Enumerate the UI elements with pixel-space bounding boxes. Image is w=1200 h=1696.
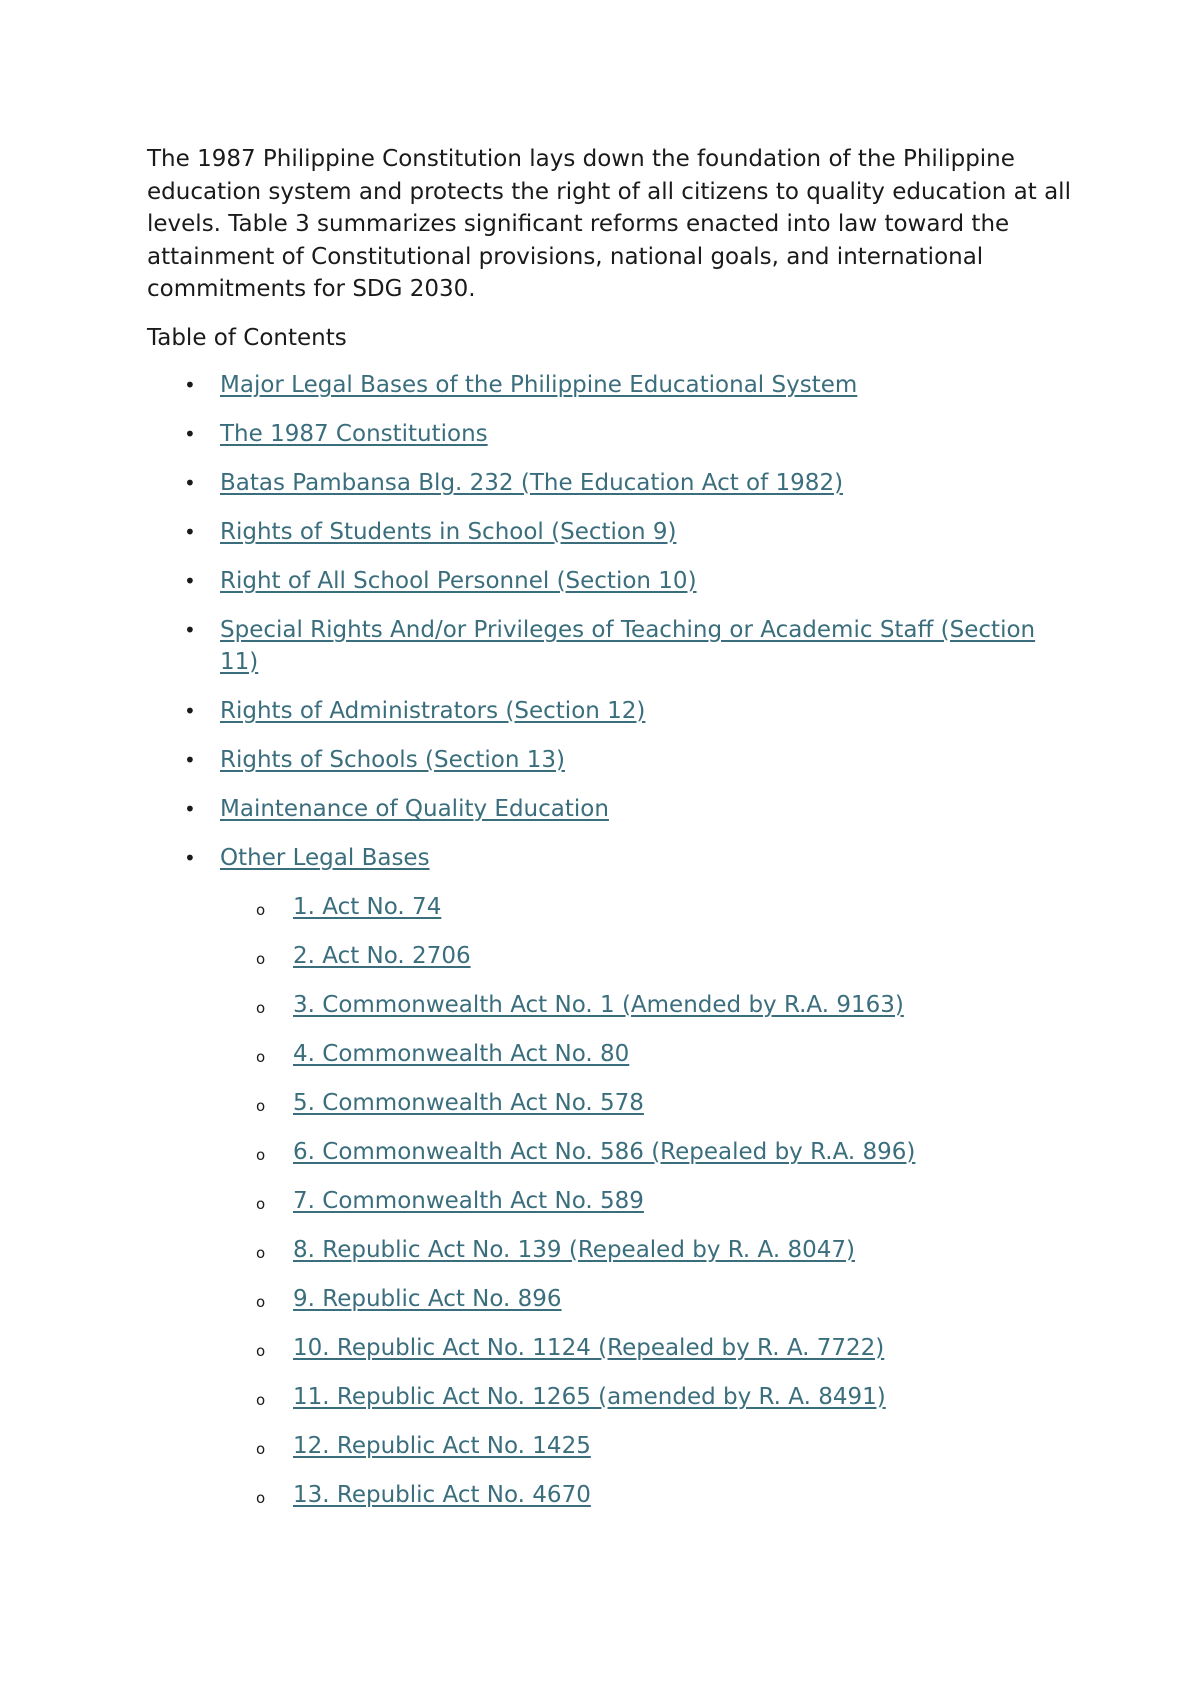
circle-bullet-icon: o bbox=[256, 1292, 266, 1311]
circle-bullet-icon: o bbox=[256, 1145, 266, 1164]
toc-sublink[interactable]: 5. Commonwealth Act No. 578 bbox=[293, 1089, 644, 1116]
toc-link-batas-pambansa[interactable]: Batas Pambansa Blg. 232 (The Education Act of 1982) bbox=[220, 469, 844, 496]
list-item bbox=[147, 744, 1077, 776]
toc-sublink[interactable]: 1. Act No. 74 bbox=[293, 893, 442, 920]
list-item bbox=[220, 1430, 1077, 1462]
toc-sublink[interactable]: 13. Republic Act No. 4670 bbox=[293, 1481, 591, 1508]
list-item bbox=[220, 1479, 1077, 1511]
list-item bbox=[220, 1087, 1077, 1119]
circle-bullet-icon: o bbox=[256, 900, 266, 919]
toc-sublink[interactable]: 11. Republic Act No. 1265 (amended by R. A. 8491) bbox=[293, 1383, 886, 1410]
circle-bullet-icon: o bbox=[256, 1243, 266, 1262]
toc-sublink[interactable]: 7. Commonwealth Act No. 589 bbox=[293, 1187, 644, 1214]
list-item bbox=[220, 1234, 1077, 1266]
list-item bbox=[220, 1185, 1077, 1217]
toc-link-rights-of-students[interactable]: Rights of Students in School (Section 9) bbox=[220, 518, 677, 545]
list-item bbox=[147, 793, 1077, 825]
toc-sublink[interactable]: 4. Commonwealth Act No. 80 bbox=[293, 1040, 630, 1067]
list-item bbox=[220, 891, 1077, 923]
toc-link-special-rights-teaching-staff[interactable]: Special Rights And/or Privileges of Teaching or Academic Staff (Section 11) bbox=[220, 616, 1036, 675]
toc-link-major-legal-bases[interactable]: Major Legal Bases of the Philippine Educational System bbox=[220, 371, 858, 398]
toc-link-rights-of-schools[interactable]: Rights of Schools (Section 13) bbox=[220, 746, 565, 773]
toc-sublist bbox=[220, 891, 1077, 1511]
intro-paragraph: The 1987 Philippine Constitution lays down the foundation of the Philippine education system and protects the right of all citizens to quality education at all levels. Table 3 summarizes significant reforms enacted into law toward the attainment of Constitutional provisions, national goals, and international commitments for SDG 2030. bbox=[147, 146, 1071, 302]
circle-bullet-icon: o bbox=[256, 1390, 266, 1409]
toc-sublink[interactable]: 9. Republic Act No. 896 bbox=[293, 1285, 562, 1312]
bullet-icon: • bbox=[184, 796, 196, 821]
toc-link-right-of-school-personnel[interactable]: Right of All School Personnel (Section 10) bbox=[220, 567, 697, 594]
list-item bbox=[220, 989, 1077, 1021]
list-item bbox=[220, 940, 1077, 972]
list-item bbox=[147, 369, 1077, 401]
circle-bullet-icon: o bbox=[256, 1341, 266, 1360]
toc-sublink[interactable]: 6. Commonwealth Act No. 586 (Repealed by R.A. 896) bbox=[293, 1138, 916, 1165]
toc-sublink[interactable]: 3. Commonwealth Act No. 1 (Amended by R.A. 9163) bbox=[293, 991, 904, 1018]
toc-link-quality-education[interactable]: Maintenance of Quality Education bbox=[220, 795, 609, 822]
list-item bbox=[147, 418, 1077, 450]
bullet-icon: • bbox=[184, 698, 196, 723]
list-item bbox=[147, 614, 1077, 678]
toc-title: Table of Contents bbox=[147, 324, 347, 351]
bullet-icon: • bbox=[184, 421, 196, 446]
toc-link-1987-constitutions[interactable]: The 1987 Constitutions bbox=[220, 420, 488, 447]
bullet-icon: • bbox=[184, 470, 196, 495]
bullet-icon: • bbox=[184, 568, 196, 593]
toc-link-other-legal-bases[interactable]: Other Legal Bases bbox=[220, 844, 430, 871]
bullet-icon: • bbox=[184, 372, 196, 397]
circle-bullet-icon: o bbox=[256, 1096, 266, 1115]
circle-bullet-icon: o bbox=[256, 1047, 266, 1066]
list-item bbox=[220, 1381, 1077, 1413]
toc-link-rights-of-administrators[interactable]: Rights of Administrators (Section 12) bbox=[220, 697, 646, 724]
circle-bullet-icon: o bbox=[256, 1194, 266, 1213]
circle-bullet-icon: o bbox=[256, 1488, 266, 1507]
toc-sublink[interactable]: 8. Republic Act No. 139 (Repealed by R. A. 8047) bbox=[293, 1236, 856, 1263]
bullet-icon: • bbox=[184, 617, 196, 642]
bullet-icon: • bbox=[184, 519, 196, 544]
list-item bbox=[147, 695, 1077, 727]
circle-bullet-icon: o bbox=[256, 949, 266, 968]
toc-list bbox=[147, 369, 1077, 1511]
list-item bbox=[147, 467, 1077, 499]
list-item bbox=[220, 1136, 1077, 1168]
list-item bbox=[220, 1038, 1077, 1070]
list-item bbox=[147, 565, 1077, 597]
list-item bbox=[220, 1283, 1077, 1315]
circle-bullet-icon: o bbox=[256, 998, 266, 1017]
toc-sublink[interactable]: 2. Act No. 2706 bbox=[293, 942, 471, 969]
bullet-icon: • bbox=[184, 845, 196, 870]
circle-bullet-icon: o bbox=[256, 1439, 266, 1458]
toc-sublink[interactable]: 12. Republic Act No. 1425 bbox=[293, 1432, 591, 1459]
document-page bbox=[147, 143, 1077, 1528]
list-item bbox=[147, 842, 1077, 1511]
list-item bbox=[147, 516, 1077, 548]
list-item bbox=[220, 1332, 1077, 1364]
bullet-icon: • bbox=[184, 747, 196, 772]
toc-sublink[interactable]: 10. Republic Act No. 1124 (Repealed by R. A. 7722) bbox=[293, 1334, 885, 1361]
